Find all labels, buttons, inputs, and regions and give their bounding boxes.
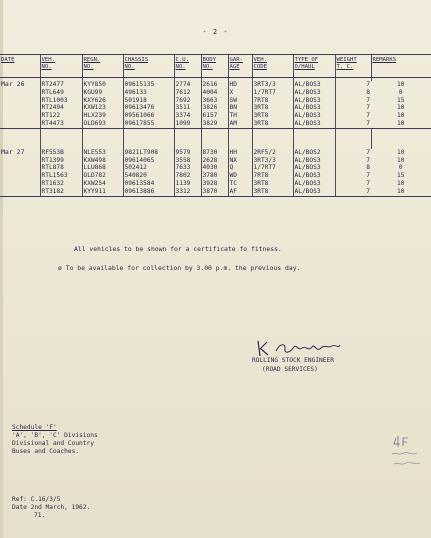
body-number: 3870 — [201, 188, 228, 196]
weight-tons: 7 — [335, 120, 371, 128]
registration-number: HLX239 — [82, 112, 123, 120]
cu-number: 3511 — [174, 104, 201, 112]
overhaul-type: AL/BOS2 — [293, 149, 335, 157]
overhaul-type: AL/BOS3 — [293, 164, 335, 172]
cu-number: 1099 — [174, 120, 201, 128]
schedule-title: Schedule 'F' — [12, 424, 57, 431]
column-header — [228, 55, 252, 78]
column-header-sublabel: NO. — [41, 64, 52, 70]
column-header-label: REMARKS — [372, 57, 397, 63]
vehicle-number: RF553B — [40, 149, 82, 157]
garage-code: NX — [228, 157, 252, 165]
overhaul-type: AL/BOS3 — [293, 97, 335, 105]
table-header-row — [0, 55, 431, 78]
weight-tons: 7 — [335, 188, 371, 196]
weight-tons: 7 — [335, 104, 371, 112]
vehicle-code: 3RT3/3 — [252, 81, 293, 89]
table-row — [0, 180, 431, 188]
table-row — [0, 112, 431, 120]
garage-code: Q — [228, 164, 252, 172]
vehicle-code: 7RT8 — [252, 97, 293, 105]
weight-cwt: 0 — [398, 88, 403, 96]
vehicle-code: 3RT8 — [252, 188, 293, 196]
weight-tons: 7 — [335, 81, 371, 89]
column-header — [123, 55, 174, 78]
overhaul-type: AL/BOS3 — [293, 188, 335, 196]
vehicle-number: RT4473 — [40, 120, 82, 128]
garage-code: SW — [228, 97, 252, 105]
signatory-department: (ROAD SERVICES) — [262, 366, 318, 373]
overhaul-type: AL/BOS3 — [293, 180, 335, 188]
column-header — [174, 55, 201, 78]
column-header — [335, 55, 371, 78]
vehicle-code: 2RF5/2 — [252, 149, 293, 157]
column-header-sublabel: O/HAUL — [294, 64, 315, 70]
body-number: 3928 — [201, 180, 228, 188]
chassis-number: 9821LT908 — [123, 149, 174, 157]
garage-code: TC — [228, 180, 252, 188]
table-row — [0, 188, 431, 196]
cu-number: 3374 — [174, 112, 201, 120]
garage-code: AM — [228, 120, 252, 128]
garage-code: BN — [228, 104, 252, 112]
column-header — [40, 55, 82, 78]
vehicle-code: 3RT3/3 — [252, 157, 293, 165]
schedule-line: Buses and Coaches. — [12, 448, 80, 455]
vehicle-code: 3RT8 — [252, 180, 293, 188]
certificate-note: All vehicles to be shown for a certificate fo fitness. — [74, 245, 282, 253]
garage-code: X — [228, 89, 252, 97]
vehicle-code: 1/7RT7 — [252, 89, 293, 97]
garage-code: WD — [228, 172, 252, 180]
signatory-title: ROLLING STOCK ENGINEER — [252, 357, 334, 364]
table-row — [0, 104, 431, 112]
vehicle-number: RT3182 — [40, 188, 82, 196]
registration-number: KXW498 — [82, 157, 123, 165]
cu-number: 3558 — [174, 157, 201, 165]
weight-cwt: 10 — [397, 112, 405, 120]
group-gap-row — [0, 128, 431, 146]
collection-note: ø To be available for collection by 3.00 p.m. the previous day. — [58, 264, 301, 272]
vehicle-number: RTL649 — [40, 89, 82, 97]
table-row — [0, 172, 431, 180]
date-cell — [0, 112, 40, 120]
reference-block — [12, 496, 90, 520]
column-header-sublabel: NO. — [83, 64, 94, 70]
gap-cell — [40, 128, 82, 146]
body-number: 3663 — [201, 97, 228, 105]
body-number: 6157 — [201, 112, 228, 120]
overhaul-type: AL/BOS3 — [293, 89, 335, 97]
weight-cwt: 15 — [397, 96, 405, 104]
column-header-label: VEH. — [41, 57, 55, 63]
garage-code: HD — [228, 81, 252, 89]
column-header-sublabel: AGE — [229, 64, 240, 70]
weight-cwt: 10 — [397, 81, 405, 88]
column-header-sublabel: T. C. — [336, 64, 354, 70]
weight-tons: 7 — [335, 157, 371, 165]
weight-tons: 7 — [335, 112, 371, 120]
column-header-sublabel: NO. — [124, 64, 135, 70]
date-cell — [0, 180, 40, 188]
gap-cell — [82, 128, 123, 146]
reference-code: Ref: C.16/3/5 — [12, 496, 61, 503]
gap-cell — [0, 128, 40, 146]
chassis-number: 09613476 — [123, 104, 174, 112]
chassis-number: 496133 — [123, 89, 174, 97]
table-row — [0, 164, 431, 172]
body-number: 2616 — [201, 81, 228, 89]
overhaul-type: AL/BOS3 — [293, 120, 335, 128]
distribution-schedule — [12, 424, 98, 456]
table-row — [0, 149, 431, 157]
vehicle-code: 3RT8 — [252, 104, 293, 112]
cu-number: 9579 — [174, 149, 201, 157]
schedule-line: 'A', 'B', 'C' Divisions — [12, 432, 98, 439]
chassis-number: 09617855 — [123, 120, 174, 128]
chassis-number: 09561066 — [123, 112, 174, 120]
signatory-block — [252, 356, 334, 374]
body-number: 4004 — [201, 89, 228, 97]
vehicle-code: 3RT8 — [252, 120, 293, 128]
chassis-number: 09613584 — [123, 180, 174, 188]
weight-tons: 7 — [335, 180, 371, 188]
weight-cwt: 10 — [397, 179, 405, 187]
chassis-number: 09613886 — [123, 188, 174, 196]
weight-cwt: 10 — [371, 120, 431, 128]
gap-cell — [293, 128, 335, 146]
weight-tons: 7 — [335, 97, 371, 105]
overhaul-type: AL/BOS3 — [293, 104, 335, 112]
chassis-number: 09615135 — [123, 81, 174, 89]
registration-number: KYY911 — [82, 188, 123, 196]
column-header — [201, 55, 228, 78]
reference-number: 71. — [34, 512, 46, 519]
gap-cell — [335, 128, 371, 146]
chassis-number: 540820 — [123, 172, 174, 180]
registration-number: OLD693 — [82, 120, 123, 128]
vehicle-number: RTL878 — [40, 164, 82, 172]
column-header-label: C.U. — [175, 57, 189, 63]
table-body — [0, 78, 431, 197]
registration-number: KXW254 — [82, 180, 123, 188]
date-cell — [0, 89, 40, 97]
weight-cwt: 10 — [397, 104, 405, 112]
vehicle-number: RT1632 — [40, 180, 82, 188]
registration-number: KGU99 — [82, 89, 123, 97]
vehicle-code: 1/7RT7 — [252, 164, 293, 172]
date-cell — [0, 164, 40, 172]
column-header — [0, 55, 40, 78]
garage-code: AF — [228, 188, 252, 196]
vehicle-number: RTL1003 — [40, 97, 82, 105]
weight-tons: 8 — [335, 164, 371, 172]
column-header-label: WEIGHT — [336, 57, 357, 63]
body-number: 8730 — [201, 149, 228, 157]
column-header — [82, 55, 123, 78]
date-cell: Mar 26 — [1, 81, 25, 88]
column-header-sublabel: CODE — [253, 64, 267, 70]
gap-cell — [371, 128, 431, 146]
column-header — [293, 55, 335, 78]
gap-cell — [252, 128, 293, 146]
gap-cell — [174, 128, 201, 146]
column-header-label: BODY — [202, 57, 216, 63]
column-header-label: VEH. — [253, 57, 267, 63]
table-row — [0, 97, 431, 105]
chassis-number: 09614065 — [123, 157, 174, 165]
gap-cell — [201, 128, 228, 146]
column-header — [252, 55, 293, 78]
gap-cell — [228, 128, 252, 146]
overhaul-type: AL/BOS3 — [293, 172, 335, 180]
chassis-number: 501918 — [123, 97, 174, 105]
cu-number: 7633 — [174, 164, 201, 172]
vehicle-schedule-table — [0, 54, 431, 197]
vehicle-number: RT1399 — [40, 157, 82, 165]
registration-number: LLU868 — [82, 164, 123, 172]
body-number: 3826 — [201, 104, 228, 112]
weight-cwt: 10 — [397, 156, 405, 164]
vehicle-number: RT122 — [40, 112, 82, 120]
table-row — [0, 89, 431, 97]
vehicle-code: 7RT8 — [252, 172, 293, 180]
vehicle-code: 3RT8 — [252, 112, 293, 120]
registration-number: OLD782 — [82, 172, 123, 180]
column-header-sublabel: NO. — [175, 64, 186, 70]
weight-cwt: 10 — [397, 148, 405, 156]
date-cell — [0, 97, 40, 105]
weight-cwt: 10 — [371, 188, 431, 196]
overhaul-type: AL/BOS3 — [293, 157, 335, 165]
cu-number: 7802 — [174, 172, 201, 180]
chassis-number: 502412 — [123, 164, 174, 172]
date-cell: Mar 27 — [1, 148, 25, 156]
date-cell — [0, 104, 40, 112]
handwritten-annotation — [390, 432, 424, 472]
body-number: 3829 — [201, 120, 228, 128]
vehicle-number: RTL1563 — [40, 172, 82, 180]
vehicle-number: RT2477 — [40, 81, 82, 89]
schedule-line: Divisional and Country — [12, 440, 94, 447]
date-cell — [0, 188, 40, 196]
column-header-label: DATE — [1, 57, 15, 63]
weight-tons: 8 — [335, 89, 371, 97]
registration-number: KXW123 — [82, 104, 123, 112]
registration-number: KXY626 — [82, 97, 123, 105]
reference-date: Date 2nd March, 1962. — [12, 504, 91, 511]
column-header-sublabel: NO. — [202, 64, 213, 70]
column-header-label: CHASSIS — [124, 57, 149, 63]
column-header-label: TYPE OF — [294, 57, 319, 63]
cu-number: 7692 — [174, 97, 201, 105]
cu-number: 3312 — [174, 188, 201, 196]
gap-cell — [123, 128, 174, 146]
page-number: - 2 - — [202, 28, 229, 36]
table-row — [0, 120, 431, 128]
registration-number: KYY850 — [82, 81, 123, 89]
body-number: 4030 — [201, 164, 228, 172]
table-row — [0, 157, 431, 165]
column-header-label: REGN. — [83, 57, 101, 63]
column-header — [371, 55, 431, 78]
cu-number: 1139 — [174, 180, 201, 188]
cu-number: 2774 — [174, 81, 201, 89]
registration-number: NLE553 — [82, 149, 123, 157]
body-number: 2628 — [201, 157, 228, 165]
vehicle-number: RT2494 — [40, 104, 82, 112]
date-cell — [0, 172, 40, 180]
date-cell — [0, 120, 40, 128]
column-header-label: GAR- — [229, 57, 243, 63]
overhaul-type: AL/BOS3 — [293, 112, 335, 120]
overhaul-type: AL/BOS3 — [293, 81, 335, 89]
garage-code: HH — [228, 149, 252, 157]
garage-code: TH — [228, 112, 252, 120]
date-cell — [0, 157, 40, 165]
weight-tons: 7 — [335, 149, 371, 157]
weight-cwt: 15 — [397, 172, 405, 180]
weight-tons: 7 — [335, 172, 371, 180]
cu-number: 7612 — [174, 89, 201, 97]
table-row — [0, 81, 431, 89]
body-number: 3780 — [201, 172, 228, 180]
weight-cwt: 0 — [398, 164, 403, 172]
